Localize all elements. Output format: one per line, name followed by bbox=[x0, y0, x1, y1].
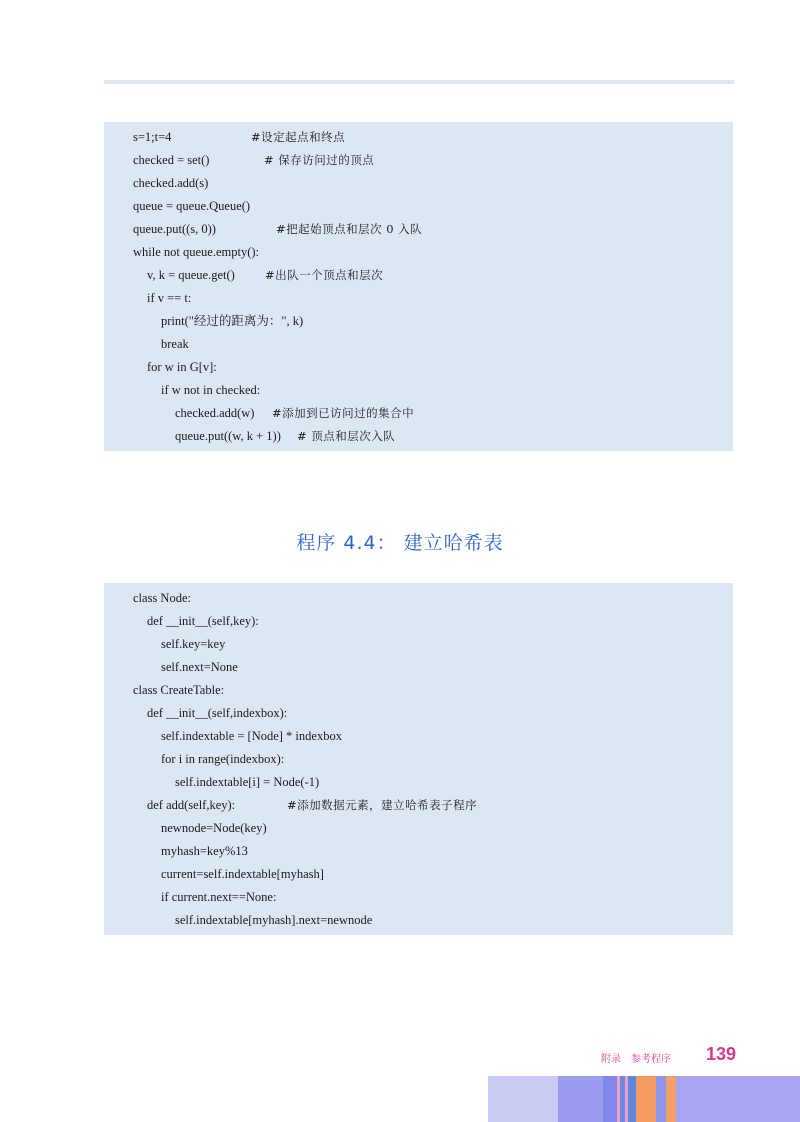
code-line bbox=[104, 748, 733, 771]
code-comment: #把起始顶点和层次 0 入队 bbox=[276, 222, 423, 236]
footer-stripe bbox=[636, 1076, 656, 1122]
code-line bbox=[104, 195, 733, 218]
code-line bbox=[104, 771, 733, 794]
code-text: for w in G[v]: bbox=[147, 360, 217, 374]
code-block-hash-table bbox=[104, 583, 733, 935]
code-line bbox=[104, 379, 733, 402]
code-text: queue = queue.Queue() bbox=[133, 199, 251, 213]
code-comment: #出队一个顶点和层次 bbox=[265, 268, 384, 282]
header-rule bbox=[104, 80, 734, 84]
code-line bbox=[104, 725, 733, 748]
code-text: checked = set() bbox=[133, 153, 210, 167]
code-line bbox=[104, 909, 733, 932]
code-text: if v == t: bbox=[147, 291, 192, 305]
code-text: checked.add(w) bbox=[175, 406, 255, 420]
footer-stripe bbox=[558, 1076, 603, 1122]
code-line bbox=[104, 126, 733, 149]
code-line bbox=[104, 817, 733, 840]
code-line bbox=[104, 149, 733, 172]
footer-stripe bbox=[676, 1076, 800, 1122]
code-line bbox=[104, 241, 733, 264]
code-line bbox=[104, 310, 733, 333]
footer-stripe bbox=[628, 1076, 636, 1122]
footer-stripe bbox=[488, 1076, 558, 1122]
code-text: for i in range(indexbox): bbox=[161, 752, 285, 766]
code-text: self.indextable = [Node] * indexbox bbox=[161, 729, 342, 743]
code-text: break bbox=[161, 337, 189, 351]
code-line bbox=[104, 656, 733, 679]
code-line bbox=[104, 679, 733, 702]
code-comment: # 保存访问过的顶点 bbox=[264, 153, 375, 167]
code-line bbox=[104, 264, 733, 287]
code-text: print("经过的距离为：", k) bbox=[161, 314, 304, 328]
code-text: if w not in checked: bbox=[161, 383, 261, 397]
code-text: def __init__(self,indexbox): bbox=[147, 706, 288, 720]
footer-section-label: 附录 参考程序 bbox=[601, 1054, 671, 1065]
footer-stripe bbox=[666, 1076, 676, 1122]
code-comment: # 顶点和层次入队 bbox=[297, 429, 396, 443]
code-text: if current.next==None: bbox=[161, 890, 277, 904]
footer-stripe bbox=[656, 1076, 666, 1122]
section-title: 程序 4.4： 建立哈希表 bbox=[296, 532, 504, 554]
code-line bbox=[104, 218, 733, 241]
code-line bbox=[104, 587, 733, 610]
code-text: queue.put((w, k + 1)) bbox=[175, 429, 281, 443]
code-line bbox=[104, 610, 733, 633]
code-line bbox=[104, 794, 733, 817]
code-text: myhash=key%13 bbox=[161, 844, 248, 858]
code-line bbox=[104, 172, 733, 195]
code-text: current=self.indextable[myhash] bbox=[161, 867, 324, 881]
code-line bbox=[104, 425, 733, 448]
code-line bbox=[104, 333, 733, 356]
code-text: def __init__(self,key): bbox=[147, 614, 259, 628]
code-comment: #添加数据元素，建立哈希表子程序 bbox=[287, 798, 478, 812]
code-text: newnode=Node(key) bbox=[161, 821, 267, 835]
code-block-bfs bbox=[104, 122, 733, 451]
code-line bbox=[104, 287, 733, 310]
code-line bbox=[104, 702, 733, 725]
code-text: queue.put((s, 0)) bbox=[133, 222, 216, 236]
code-comment: #设定起点和终点 bbox=[251, 130, 346, 144]
code-text: class CreateTable: bbox=[133, 683, 225, 697]
code-text: v, k = queue.get() bbox=[147, 268, 235, 282]
code-line bbox=[104, 886, 733, 909]
footer-stripe bbox=[603, 1076, 617, 1122]
page-number: 139 bbox=[706, 1044, 737, 1064]
code-text: s=1;t=4 bbox=[133, 130, 172, 144]
code-text: self.key=key bbox=[161, 637, 226, 651]
code-comment: #添加到已访问过的集合中 bbox=[272, 406, 415, 420]
code-line bbox=[104, 840, 733, 863]
code-text: checked.add(s) bbox=[133, 176, 209, 190]
code-text: self.next=None bbox=[161, 660, 238, 674]
code-line bbox=[104, 863, 733, 886]
code-line bbox=[104, 633, 733, 656]
code-text: def add(self,key): bbox=[147, 798, 236, 812]
code-text: class Node: bbox=[133, 591, 191, 605]
code-text: self.indextable[myhash].next=newnode bbox=[175, 913, 373, 927]
code-line bbox=[104, 356, 733, 379]
code-line bbox=[104, 402, 733, 425]
code-text: self.indextable[i] = Node(-1) bbox=[175, 775, 320, 789]
code-text: while not queue.empty(): bbox=[133, 245, 260, 259]
